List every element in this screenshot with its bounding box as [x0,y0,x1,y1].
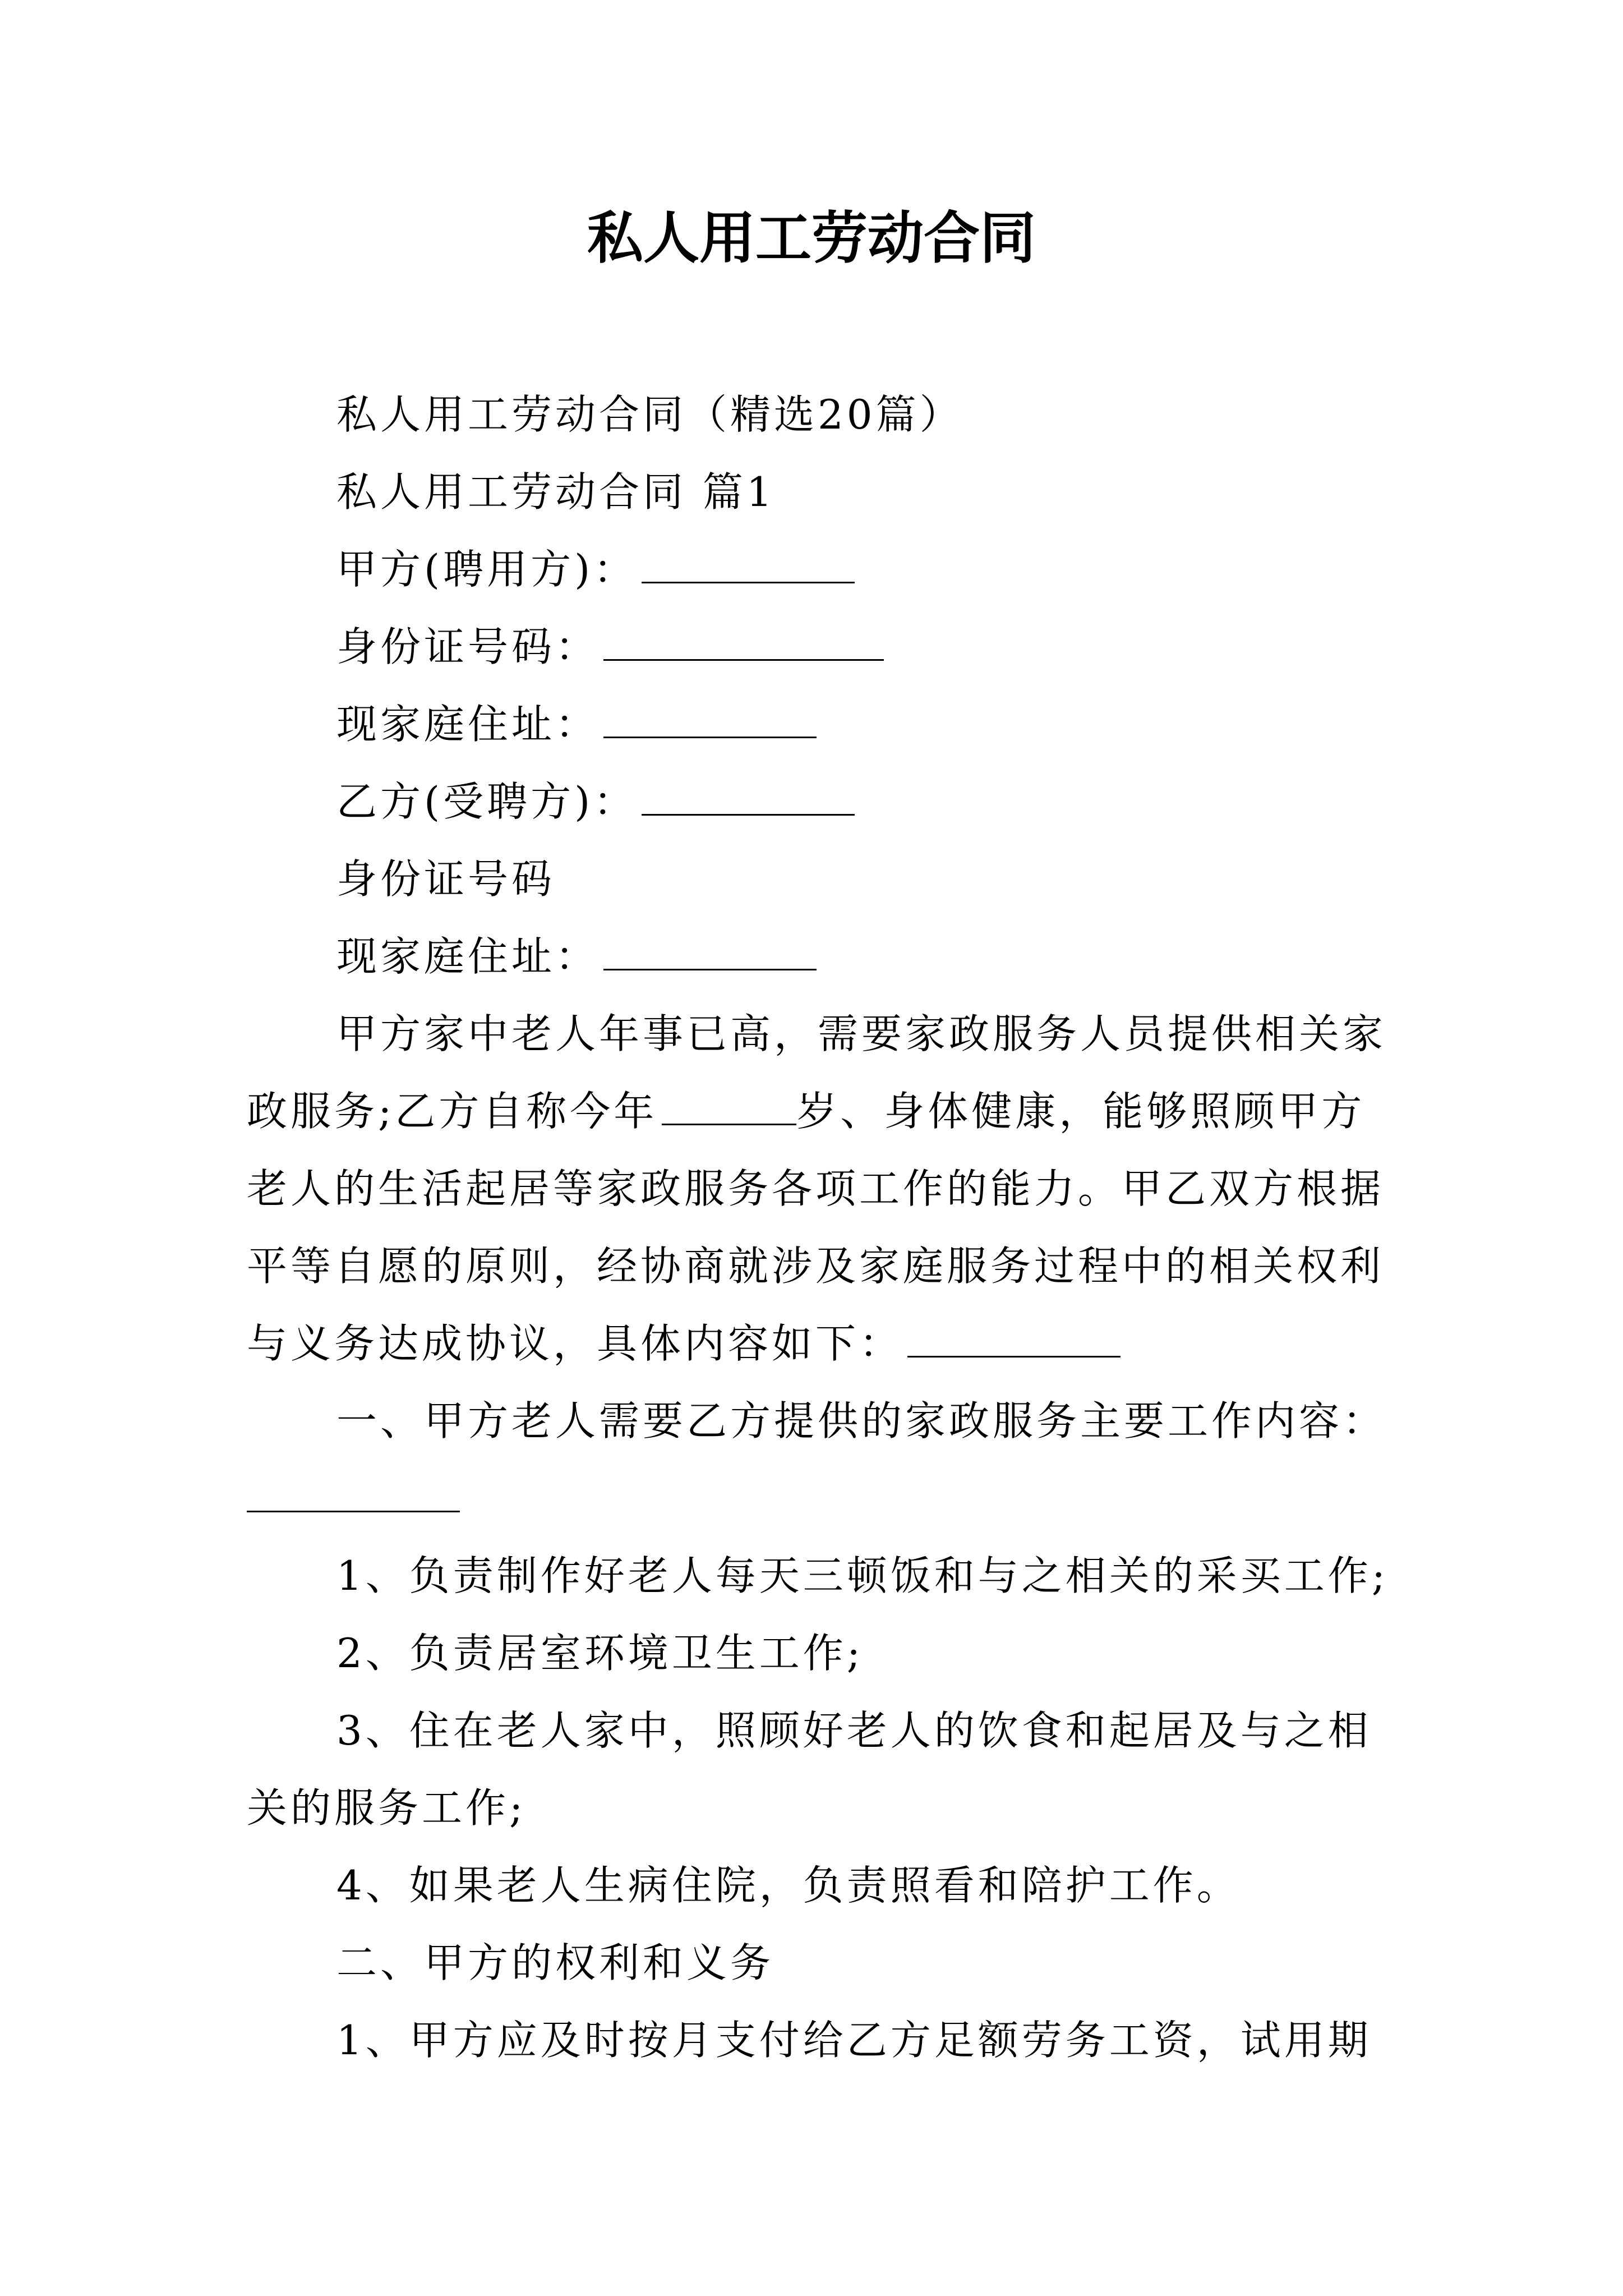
party-b-address-blank [603,935,817,970]
party-a-address-line [247,685,1391,763]
document-body [247,376,1391,2079]
intro-end-blank [907,1322,1121,1358]
party-b-blank [642,780,855,816]
section1-heading: 一、甲方老人需要乙方提供的家政服务主要工作内容： [336,1397,1387,1444]
party-a-id-line [247,608,1391,685]
section2-item-1: 1、甲方应及时按月支付给乙方足额劳务工资，试用期 [336,2017,1372,2064]
party-b-label: 乙方(受聘方)： [336,778,638,825]
chapter-line: 私人用工劳动合同 篇1 [336,468,776,516]
party-b-id-line: 身份证号码 [336,855,556,903]
item-3: 3、住在老人家中，照顾好老人的饮食和起居及与之相关的服务工作; [247,1707,1372,1832]
party-a-label: 甲方(聘用方)： [336,546,638,593]
item-2: 2、负责居室环境卫生工作; [336,1630,864,1677]
party-a-blank [642,548,855,583]
document-title: 私人用工劳动合同 [587,205,1036,271]
section1-blank-line [247,1460,1391,1537]
party-a-address-label: 现家庭住址： [336,701,600,748]
section1-blank [247,1477,460,1512]
intro-part2: 岁、身体健康，能够照顾甲方老人的生活起居等家政服务各项工作的能力。甲乙双方根据平等自愿的原则，经协商就涉及家庭服务过程中的相关权利与义务达成协议，具体内容如下： [247,1088,1385,1367]
party-b-address-label: 现家庭住址： [336,933,600,980]
party-a-address-blank [603,703,817,738]
intro-paragraph [247,995,1391,1382]
party-a-id-blank [603,625,884,661]
item-1: 1、负责制作好老人每天三顿饭和与之相关的采买工作; [336,1552,1389,1599]
party-a-id-label: 身份证号码： [336,623,600,670]
age-blank [662,1090,796,1125]
party-b-address-line [247,918,1391,995]
section2-heading: 二、甲方的权利和义务 [336,1939,774,1986]
item-4: 4、如果老人生病住院，负责照看和陪护工作。 [336,1862,1241,1909]
intro-part1: 甲方家中老人年事已高，需要家政服务人员提供相关家政服务;乙方自称今年 [247,1010,1387,1135]
party-b-line [247,763,1391,840]
party-a-line [247,531,1391,608]
subtitle-line: 私人用工劳动合同（精选20篇） [336,391,963,438]
